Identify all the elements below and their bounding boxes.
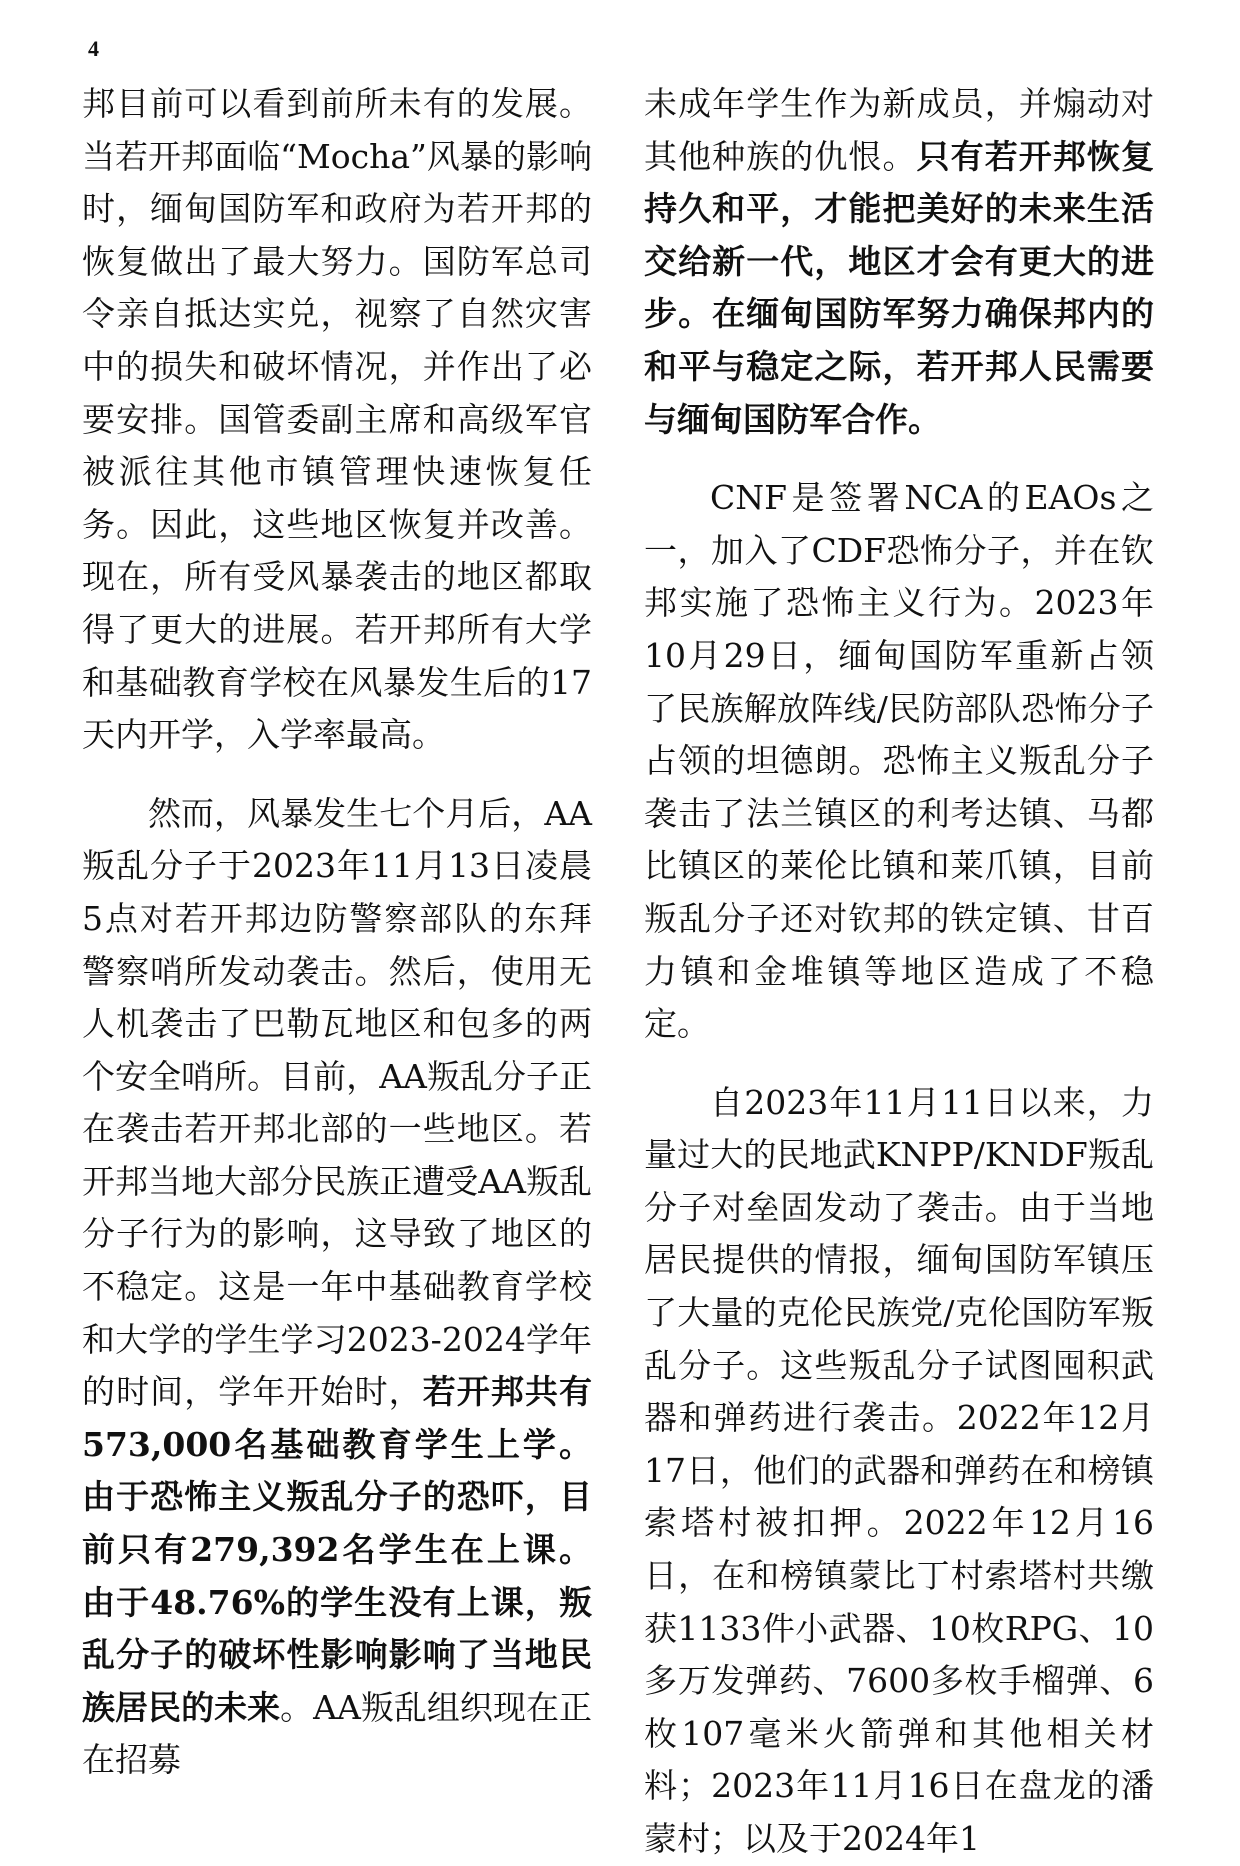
left-column (82, 78, 592, 1787)
right-column (644, 78, 1154, 1866)
right-paragraph-1-text: 未成年学生作为新成员，并煽动对其他种族的仇恨。 (644, 84, 1154, 176)
right-paragraph-1-emphasis: 只有若开邦恢复持久和平，才能把美好的未来生活交给新一代，地区才会有更大的进步。在缅甸国防军努力确保邦内的和平与稳定之际，若开邦人民需要与缅甸国防军合作。 (644, 136, 1155, 439)
page-number: 4 (88, 36, 99, 61)
right-paragraph-2: CNF是签署NCA的EAOs之一，加入了CDF恐怖分子，并在钦邦实施了恐怖主义行为。2023年10月29日，缅甸国防军重新占领了民族解放阵线/民防部队恐怖分子占领的坦德朗。恐怖主义叛乱分子袭击了法兰镇区的利考达镇、马都比镇区的莱伦比镇和莱爪镇，目前叛乱分子还对钦邦的铁定镇、甘百力镇和金堆镇等地区造成了不稳定。 (644, 478, 1154, 1044)
left-paragraph-2-tail: 。AA叛乱组织现在正在招募 (82, 1687, 592, 1780)
right-paragraph-3: 自2023年11月11日以来，力量过大的民地武KNPP/KNDF叛乱分子对垒固发动了袭击。由于当地居民提供的情报，缅甸国防军镇压了大量的克伦民族党/克伦国防军叛乱分子。这些叛乱分子试图囤积武器和弹药进行袭击。2022年12月17日，他们的武器和弹药在和榜镇索塔村被扣押。2022年12月16日，在和榜镇蒙比丁村索塔村共缴获1133件小武器、10枚RPG、10多万发弹药、7600多枚手榴弹、6枚107毫米火箭弹和其他相关材料；2023年11月16日在盘龙的潘蒙村；以及于2024年1 (644, 1082, 1154, 1858)
left-paragraph-1: 邦目前可以看到前所未有的发展。当若开邦面临“Mocha”风暴的影响时，缅甸国防军和政府为若开邦的恢复做出了最大努力。国防军总司令亲自抵达实兑，视察了自然灾害中的损失和破坏情况，并作出了必要安排。国管委副主席和高级军官被派往其他市镇管理快速恢复任务。因此，这些地区恢复并改善。现在，所有受风暴袭击的地区都取得了更大的进展。若开邦所有大学和基础教育学校在风暴发生后的17天内开学，入学率最高。 (82, 84, 592, 755)
left-paragraph-2-text: 然而，风暴发生七个月后，AA叛乱分子于2023年11月13日凌晨5点对若开邦边防警察部队的东拜警察哨所发动袭击。然后，使用无人机袭击了巴勒瓦地区和包多的两个安全哨所。目前，AA叛乱分子正在袭击若开邦北部的一些地区。若开邦当地大部分民族正遭受AA叛乱分子行为的影响，这导致了地区的不稳定。这是一年中基础教育学校和大学的学生学习2023-2024学年的时间，学年开始时， (82, 793, 592, 1412)
left-paragraph-2 (82, 788, 592, 1787)
left-paragraph-2-emphasis: 若开邦共有573,000名基础教育学生上学。由于恐怖主义叛乱分子的恐吓，目前只有279,392名学生在上课。由于48.76%的学生没有上课，叛乱分子的破坏性影响影响了当地民族居民的未来 (82, 1372, 593, 1727)
right-paragraph-1 (644, 78, 1154, 446)
